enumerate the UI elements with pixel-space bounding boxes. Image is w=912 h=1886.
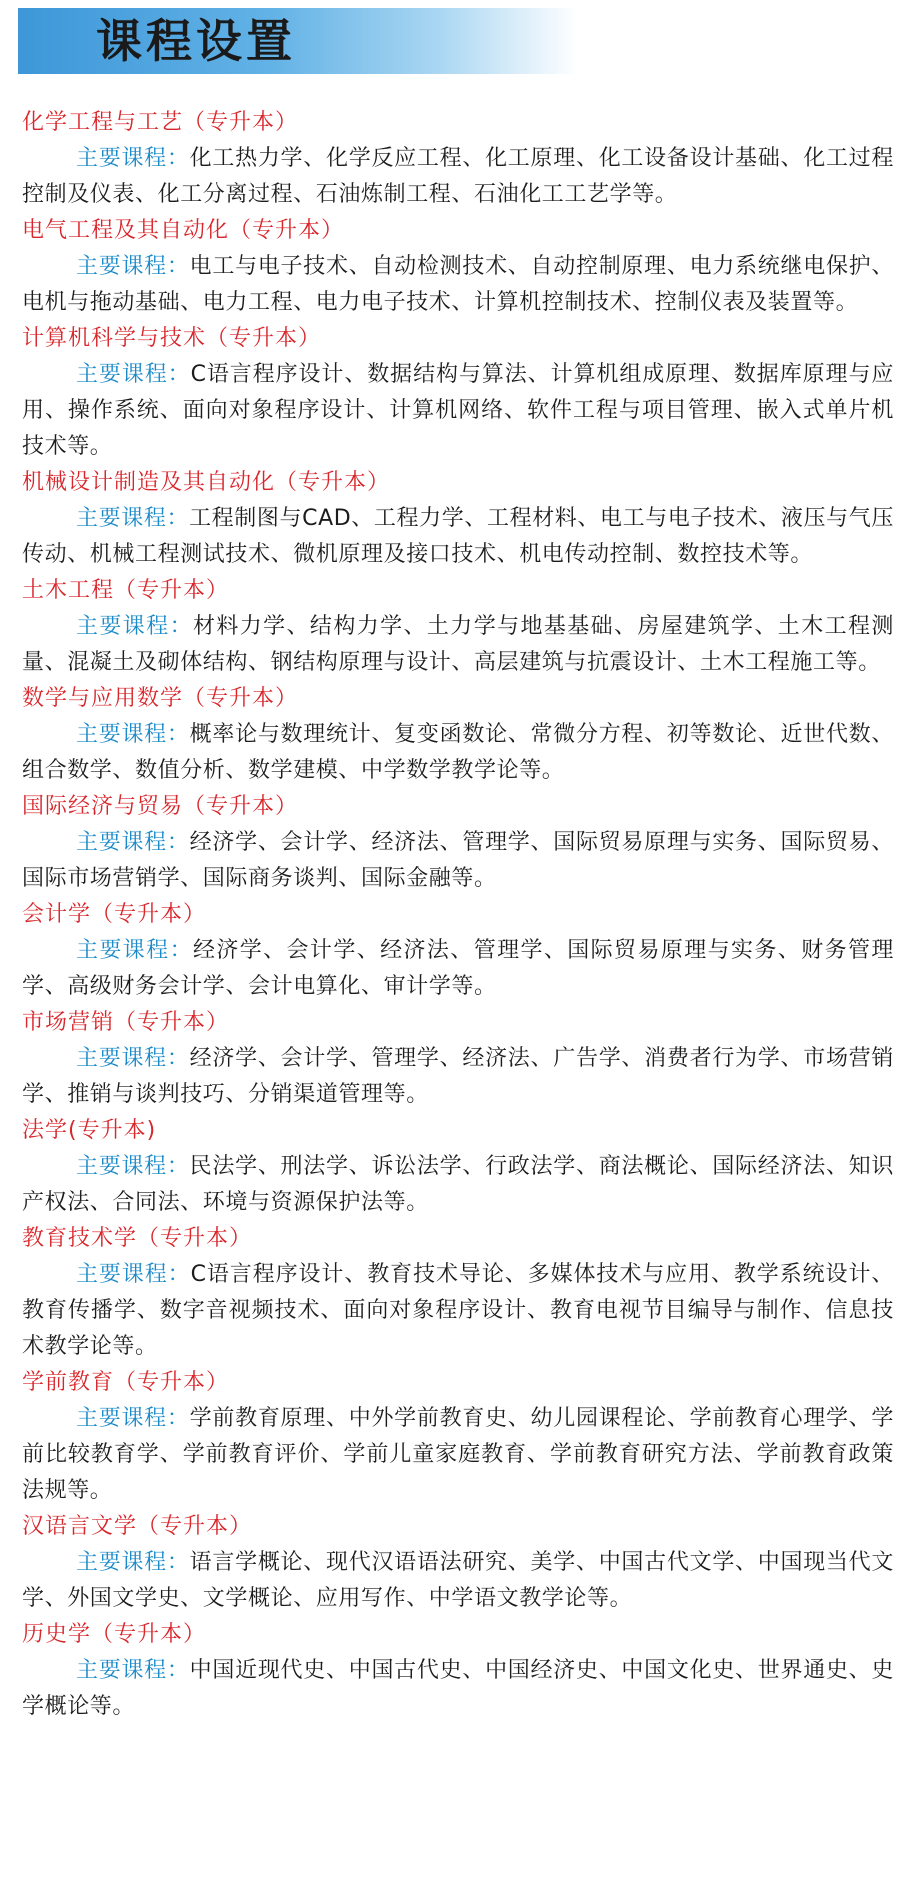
program-item xyxy=(22,1221,894,1365)
course-list: 概率论与数理统计、复变函数论、常微分方程、初等数论、近世代数、组合数学、数值分析、数学建模、中学数学教学论等。 xyxy=(22,722,894,783)
course-list: 民法学、刑法学、诉讼法学、行政法学、商法概论、国际经济法、知识产权法、合同法、环境与资源保护法等。 xyxy=(22,1154,894,1215)
program-courses xyxy=(22,1257,894,1365)
program-item xyxy=(22,573,894,681)
program-list xyxy=(22,105,894,1725)
course-label: 主要课程： xyxy=(76,938,193,963)
program-courses xyxy=(22,933,894,1005)
course-list: 经济学、会计学、管理学、经济法、广告学、消费者行为学、市场营销学、推销与谈判技巧、分销渠道管理等。 xyxy=(22,1046,894,1107)
course-label: 主要课程： xyxy=(76,1658,190,1683)
course-list: 经济学、会计学、经济法、管理学、国际贸易原理与实务、财务管理学、高级财务会计学、会计电算化、审计学等。 xyxy=(22,938,894,999)
program-item xyxy=(22,897,894,1005)
program-courses xyxy=(22,717,894,789)
course-label: 主要课程： xyxy=(76,146,190,171)
program-item xyxy=(22,1365,894,1509)
course-label: 主要课程： xyxy=(76,362,191,387)
program-item xyxy=(22,213,894,321)
course-label: 主要课程： xyxy=(76,506,190,531)
course-label: 主要课程： xyxy=(76,1154,190,1179)
program-courses xyxy=(22,1149,894,1221)
program-courses xyxy=(22,249,894,321)
program-item xyxy=(22,789,894,897)
course-label: 主要课程： xyxy=(76,614,193,639)
program-item xyxy=(22,1617,894,1725)
header-banner xyxy=(18,8,578,74)
course-list: 工程制图与CAD、工程力学、工程材料、电工与电子技术、液压与气压传动、机械工程测试技术、微机原理及接口技术、机电传动控制、数控技术等。 xyxy=(22,506,894,567)
program-title: 会计学（专升本） xyxy=(22,902,207,927)
course-list: 学前教育原理、中外学前教育史、幼儿园课程论、学前教育心理学、学前比较教育学、学前教育评价、学前儿童家庭教育、学前教育研究方法、学前教育政策法规等。 xyxy=(22,1406,894,1503)
program-title: 机械设计制造及其自动化（专升本） xyxy=(22,470,391,495)
program-courses xyxy=(22,825,894,897)
program-title: 土木工程（专升本） xyxy=(22,578,230,603)
course-list: C语言程序设计、教育技术导论、多媒体技术与应用、教学系统设计、教育传播学、数字音视频技术、面向对象程序设计、教育电视节目编导与制作、信息技术教学论等。 xyxy=(22,1262,894,1359)
program-item xyxy=(22,105,894,213)
program-title: 汉语言文学（专升本） xyxy=(22,1514,253,1539)
program-courses xyxy=(22,357,894,465)
program-courses xyxy=(22,141,894,213)
course-list: 材料力学、结构力学、土力学与地基基础、房屋建筑学、土木工程测量、混凝土及砌体结构、钢结构原理与设计、高层建筑与抗震设计、土木工程施工等。 xyxy=(22,614,894,675)
program-courses xyxy=(22,1653,894,1725)
program-title: 教育技术学（专升本） xyxy=(22,1226,253,1251)
course-label: 主要课程： xyxy=(76,722,190,747)
program-title: 化学工程与工艺（专升本） xyxy=(22,110,299,135)
program-item xyxy=(22,465,894,573)
course-list: 中国近现代史、中国古代史、中国经济史、中国文化史、世界通史、史学概论等。 xyxy=(22,1658,894,1719)
program-courses xyxy=(22,501,894,573)
program-item xyxy=(22,1113,894,1221)
program-courses xyxy=(22,609,894,681)
course-label: 主要课程： xyxy=(76,1406,190,1431)
course-label: 主要课程： xyxy=(76,254,190,279)
course-list: 经济学、会计学、经济法、管理学、国际贸易原理与实务、国际贸易、国际市场营销学、国际商务谈判、国际金融等。 xyxy=(22,830,894,891)
program-item xyxy=(22,681,894,789)
course-label: 主要课程： xyxy=(76,1262,191,1287)
program-courses xyxy=(22,1041,894,1113)
program-title: 数学与应用数学（专升本） xyxy=(22,686,299,711)
program-title: 计算机科学与技术（专升本） xyxy=(22,326,322,351)
course-list: 化工热力学、化学反应工程、化工原理、化工设备设计基础、化工过程控制及仪表、化工分离过程、石油炼制工程、石油化工工艺学等。 xyxy=(22,146,894,207)
course-list: 语言学概论、现代汉语语法研究、美学、中国古代文学、中国现当代文学、外国文学史、文学概论、应用写作、中学语文教学论等。 xyxy=(22,1550,894,1611)
program-title: 市场营销（专升本） xyxy=(22,1010,230,1035)
course-label: 主要课程： xyxy=(76,830,190,855)
course-label: 主要课程： xyxy=(76,1550,190,1575)
program-title: 电气工程及其自动化（专升本） xyxy=(22,218,345,243)
program-title: 国际经济与贸易（专升本） xyxy=(22,794,299,819)
course-label: 主要课程： xyxy=(76,1046,190,1071)
page-title: 课程设置 xyxy=(96,14,296,68)
program-courses xyxy=(22,1401,894,1509)
program-title: 法学(专升本) xyxy=(22,1118,157,1143)
program-item xyxy=(22,1005,894,1113)
program-courses xyxy=(22,1545,894,1617)
program-item xyxy=(22,321,894,465)
program-title: 历史学（专升本） xyxy=(22,1622,207,1647)
course-list: C语言程序设计、数据结构与算法、计算机组成原理、数据库原理与应用、操作系统、面向对象程序设计、计算机网络、软件工程与项目管理、嵌入式单片机技术等。 xyxy=(22,362,894,459)
program-title: 学前教育（专升本） xyxy=(22,1370,230,1395)
course-list: 电工与电子技术、自动检测技术、自动控制原理、电力系统继电保护、电机与拖动基础、电力工程、电力电子技术、计算机控制技术、控制仪表及装置等。 xyxy=(22,254,894,315)
program-item xyxy=(22,1509,894,1617)
